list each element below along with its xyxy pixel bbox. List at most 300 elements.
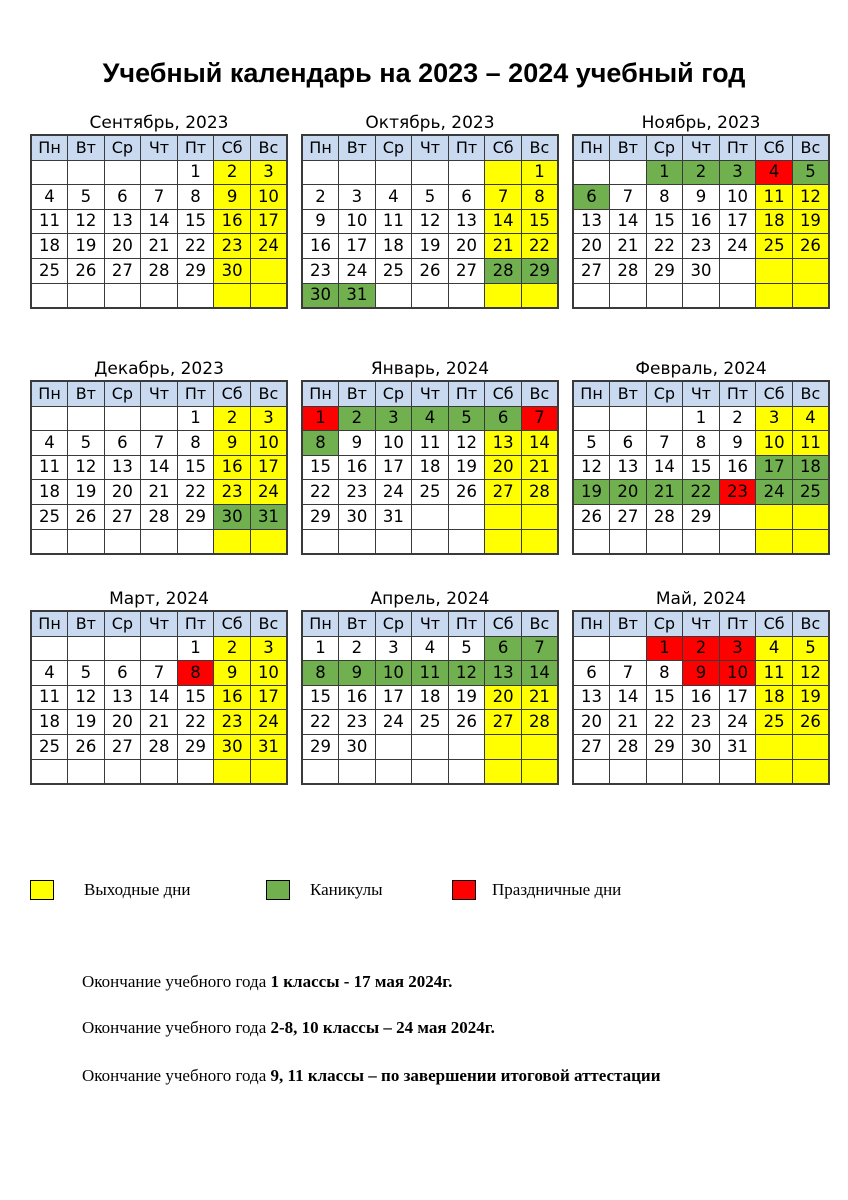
weekday-header: Вт xyxy=(339,135,376,160)
day-cell: 21 xyxy=(141,480,178,505)
empty-cell xyxy=(141,759,178,784)
empty-cell xyxy=(719,529,756,554)
empty-cell xyxy=(521,529,558,554)
day-cell: 9 xyxy=(214,431,251,456)
day-cell: 19 xyxy=(448,455,485,480)
day-cell: 9 xyxy=(302,209,339,234)
month-table xyxy=(301,380,559,555)
day-cell: 25 xyxy=(412,480,449,505)
day-cell: 8 xyxy=(521,185,558,210)
empty-cell xyxy=(412,283,449,308)
empty-cell xyxy=(104,636,141,661)
day-cell: 23 xyxy=(214,480,251,505)
day-cell: 26 xyxy=(68,734,105,759)
legend-label-weekend: Выходные дни xyxy=(84,880,191,899)
month-block xyxy=(30,588,288,785)
day-cell: 2 xyxy=(339,406,376,431)
empty-cell xyxy=(573,636,610,661)
empty-cell xyxy=(485,734,522,759)
day-cell: 19 xyxy=(68,480,105,505)
weekday-header: Сб xyxy=(485,611,522,636)
weekday-header: Вт xyxy=(610,611,647,636)
empty-cell xyxy=(177,759,214,784)
day-cell: 30 xyxy=(339,734,376,759)
day-cell: 27 xyxy=(104,734,141,759)
weekday-header: Пт xyxy=(719,611,756,636)
day-cell: 30 xyxy=(683,734,720,759)
day-cell: 31 xyxy=(250,504,287,529)
weekday-header: Чт xyxy=(141,381,178,406)
day-cell: 30 xyxy=(214,504,251,529)
empty-cell xyxy=(214,759,251,784)
legend-label-holiday: Праздничные дни xyxy=(492,880,622,899)
day-cell: 2 xyxy=(719,406,756,431)
day-cell: 28 xyxy=(646,504,683,529)
empty-cell xyxy=(141,283,178,308)
day-cell: 29 xyxy=(521,258,558,283)
empty-cell xyxy=(412,160,449,185)
empty-cell xyxy=(412,504,449,529)
day-cell: 22 xyxy=(302,710,339,735)
day-cell: 13 xyxy=(104,685,141,710)
weekday-header: Вт xyxy=(68,611,105,636)
weekday-header: Вт xyxy=(339,381,376,406)
weekday-header: Пт xyxy=(448,135,485,160)
day-cell: 29 xyxy=(177,734,214,759)
empty-cell xyxy=(573,759,610,784)
month-block xyxy=(572,588,830,785)
day-cell: 6 xyxy=(448,185,485,210)
day-cell: 10 xyxy=(375,431,412,456)
empty-cell xyxy=(448,734,485,759)
weekday-header: Вс xyxy=(250,135,287,160)
day-cell: 7 xyxy=(141,431,178,456)
empty-cell xyxy=(68,283,105,308)
day-cell: 3 xyxy=(250,160,287,185)
month-title: Январь, 2024 xyxy=(370,359,490,379)
day-cell: 25 xyxy=(792,480,829,505)
empty-cell xyxy=(792,258,829,283)
empty-cell xyxy=(31,759,68,784)
day-cell: 21 xyxy=(141,234,178,259)
empty-cell xyxy=(610,406,647,431)
day-cell: 7 xyxy=(141,185,178,210)
weekday-header: Ср xyxy=(104,611,141,636)
day-cell: 6 xyxy=(104,185,141,210)
empty-cell xyxy=(683,283,720,308)
empty-cell xyxy=(214,529,251,554)
weekday-header: Сб xyxy=(756,381,793,406)
empty-cell xyxy=(68,406,105,431)
month-title: Март, 2024 xyxy=(109,589,209,609)
day-cell: 21 xyxy=(610,234,647,259)
day-cell: 30 xyxy=(683,258,720,283)
empty-cell xyxy=(485,504,522,529)
day-cell: 8 xyxy=(683,431,720,456)
day-cell: 13 xyxy=(104,455,141,480)
day-cell: 23 xyxy=(339,710,376,735)
day-cell: 27 xyxy=(485,480,522,505)
weekday-header: Ср xyxy=(375,381,412,406)
day-cell: 4 xyxy=(31,185,68,210)
day-cell: 5 xyxy=(792,636,829,661)
weekday-header: Чт xyxy=(683,381,720,406)
empty-cell xyxy=(756,759,793,784)
day-cell: 23 xyxy=(302,258,339,283)
day-cell: 13 xyxy=(610,455,647,480)
weekday-header: Сб xyxy=(485,135,522,160)
day-cell: 21 xyxy=(521,455,558,480)
empty-cell xyxy=(177,283,214,308)
day-cell: 7 xyxy=(141,661,178,686)
day-cell: 3 xyxy=(719,160,756,185)
note-grade-1: Окончание учебного года 1 классы - 17 мая 2024г. xyxy=(82,972,453,991)
weekday-header: Вт xyxy=(339,611,376,636)
weekday-header: Сб xyxy=(214,611,251,636)
day-cell: 31 xyxy=(375,504,412,529)
day-cell: 5 xyxy=(448,636,485,661)
day-cell: 28 xyxy=(610,258,647,283)
day-cell: 11 xyxy=(31,455,68,480)
day-cell: 18 xyxy=(756,685,793,710)
day-cell: 30 xyxy=(214,258,251,283)
day-cell: 9 xyxy=(683,661,720,686)
empty-cell xyxy=(756,504,793,529)
weekday-header: Вт xyxy=(68,381,105,406)
day-cell: 22 xyxy=(302,480,339,505)
day-cell: 16 xyxy=(214,685,251,710)
empty-cell xyxy=(302,529,339,554)
day-cell: 24 xyxy=(719,710,756,735)
day-cell: 9 xyxy=(214,661,251,686)
vacation-swatch xyxy=(266,880,290,900)
day-cell: 12 xyxy=(448,431,485,456)
day-cell: 6 xyxy=(573,185,610,210)
month-table xyxy=(301,610,559,785)
month-title: Май, 2024 xyxy=(655,589,747,609)
month-block xyxy=(572,112,830,309)
empty-cell xyxy=(756,734,793,759)
day-cell: 11 xyxy=(31,685,68,710)
day-cell: 18 xyxy=(792,455,829,480)
empty-cell xyxy=(104,406,141,431)
weekday-header: Вс xyxy=(250,611,287,636)
day-cell: 7 xyxy=(610,185,647,210)
empty-cell xyxy=(646,759,683,784)
weekday-header: Пт xyxy=(177,381,214,406)
day-cell: 29 xyxy=(302,734,339,759)
weekday-header: Вс xyxy=(792,135,829,160)
day-cell: 12 xyxy=(68,455,105,480)
empty-cell xyxy=(375,160,412,185)
day-cell: 15 xyxy=(683,455,720,480)
day-cell: 12 xyxy=(448,661,485,686)
day-cell: 4 xyxy=(756,636,793,661)
day-cell: 16 xyxy=(302,234,339,259)
weekday-header: Пн xyxy=(31,381,68,406)
weekday-header: Ср xyxy=(375,135,412,160)
empty-cell xyxy=(610,529,647,554)
empty-cell xyxy=(792,529,829,554)
month-title: Апрель, 2024 xyxy=(370,589,490,609)
day-cell: 1 xyxy=(646,160,683,185)
day-cell: 20 xyxy=(485,685,522,710)
empty-cell xyxy=(104,759,141,784)
day-cell: 7 xyxy=(610,661,647,686)
day-cell: 25 xyxy=(375,258,412,283)
day-cell: 15 xyxy=(646,209,683,234)
weekday-header: Пн xyxy=(31,611,68,636)
day-cell: 22 xyxy=(521,234,558,259)
day-cell: 10 xyxy=(250,661,287,686)
weekday-header: Ср xyxy=(104,135,141,160)
day-cell: 4 xyxy=(756,160,793,185)
month-block xyxy=(301,588,559,785)
empty-cell xyxy=(573,283,610,308)
day-cell: 15 xyxy=(177,685,214,710)
empty-cell xyxy=(448,529,485,554)
day-cell: 8 xyxy=(302,661,339,686)
legend xyxy=(0,880,848,904)
empty-cell xyxy=(412,529,449,554)
empty-cell xyxy=(792,759,829,784)
day-cell: 27 xyxy=(104,504,141,529)
empty-cell xyxy=(448,504,485,529)
day-cell: 14 xyxy=(610,685,647,710)
note-grade-9-11: Окончание учебного года 9, 11 классы – по завершении итоговой аттестации xyxy=(82,1066,661,1085)
weekday-header: Сб xyxy=(756,611,793,636)
day-cell: 13 xyxy=(485,661,522,686)
day-cell: 25 xyxy=(756,234,793,259)
day-cell: 10 xyxy=(375,661,412,686)
empty-cell xyxy=(646,406,683,431)
day-cell: 18 xyxy=(31,710,68,735)
empty-cell xyxy=(104,160,141,185)
weekday-header: Ср xyxy=(646,135,683,160)
day-cell: 20 xyxy=(573,234,610,259)
day-cell: 7 xyxy=(521,406,558,431)
weekday-header: Пн xyxy=(302,611,339,636)
month-block xyxy=(301,112,559,309)
day-cell: 23 xyxy=(214,710,251,735)
day-cell: 6 xyxy=(573,661,610,686)
day-cell: 14 xyxy=(646,455,683,480)
day-cell: 28 xyxy=(485,258,522,283)
empty-cell xyxy=(302,160,339,185)
month-table xyxy=(30,610,288,785)
empty-cell xyxy=(68,529,105,554)
day-cell: 3 xyxy=(375,406,412,431)
day-cell: 16 xyxy=(683,685,720,710)
day-cell: 21 xyxy=(485,234,522,259)
day-cell: 25 xyxy=(31,504,68,529)
day-cell: 15 xyxy=(646,685,683,710)
day-cell: 19 xyxy=(792,685,829,710)
day-cell: 11 xyxy=(412,431,449,456)
day-cell: 29 xyxy=(302,504,339,529)
day-cell: 18 xyxy=(375,234,412,259)
day-cell: 19 xyxy=(412,234,449,259)
empty-cell xyxy=(683,759,720,784)
empty-cell xyxy=(485,759,522,784)
day-cell: 13 xyxy=(573,209,610,234)
empty-cell xyxy=(573,529,610,554)
empty-cell xyxy=(68,636,105,661)
month-table xyxy=(301,134,559,309)
empty-cell xyxy=(375,529,412,554)
empty-cell xyxy=(31,636,68,661)
day-cell: 11 xyxy=(756,185,793,210)
weekday-header: Пн xyxy=(302,135,339,160)
day-cell: 29 xyxy=(177,504,214,529)
empty-cell xyxy=(719,258,756,283)
day-cell: 16 xyxy=(719,455,756,480)
day-cell: 8 xyxy=(177,661,214,686)
day-cell: 17 xyxy=(250,685,287,710)
empty-cell xyxy=(104,283,141,308)
day-cell: 24 xyxy=(375,710,412,735)
weekday-header: Вс xyxy=(792,381,829,406)
day-cell: 1 xyxy=(521,160,558,185)
day-cell: 12 xyxy=(68,209,105,234)
empty-cell xyxy=(610,160,647,185)
day-cell: 15 xyxy=(521,209,558,234)
legend-item-holiday xyxy=(452,880,621,900)
empty-cell xyxy=(141,636,178,661)
weekday-header: Пн xyxy=(573,381,610,406)
weekday-header: Вс xyxy=(792,611,829,636)
day-cell: 26 xyxy=(792,234,829,259)
weekday-header: Чт xyxy=(141,135,178,160)
empty-cell xyxy=(141,160,178,185)
day-cell: 14 xyxy=(141,209,178,234)
day-cell: 3 xyxy=(339,185,376,210)
day-cell: 24 xyxy=(375,480,412,505)
empty-cell xyxy=(375,734,412,759)
day-cell: 20 xyxy=(485,455,522,480)
day-cell: 29 xyxy=(683,504,720,529)
day-cell: 5 xyxy=(68,431,105,456)
day-cell: 17 xyxy=(339,234,376,259)
day-cell: 10 xyxy=(250,431,287,456)
empty-cell xyxy=(521,734,558,759)
weekday-header: Вс xyxy=(521,381,558,406)
day-cell: 9 xyxy=(339,661,376,686)
day-cell: 27 xyxy=(485,710,522,735)
weekday-header: Чт xyxy=(683,611,720,636)
weekday-header: Ср xyxy=(646,611,683,636)
weekday-header: Чт xyxy=(412,381,449,406)
day-cell: 23 xyxy=(683,234,720,259)
empty-cell xyxy=(573,160,610,185)
weekday-header: Вс xyxy=(521,135,558,160)
day-cell: 20 xyxy=(104,480,141,505)
month-table xyxy=(572,380,830,555)
day-cell: 18 xyxy=(31,480,68,505)
empty-cell xyxy=(412,759,449,784)
day-cell: 9 xyxy=(339,431,376,456)
day-cell: 2 xyxy=(683,160,720,185)
empty-cell xyxy=(448,283,485,308)
day-cell: 28 xyxy=(141,258,178,283)
day-cell: 22 xyxy=(177,480,214,505)
empty-cell xyxy=(104,529,141,554)
weekday-header: Вс xyxy=(521,611,558,636)
day-cell: 22 xyxy=(646,710,683,735)
weekday-header: Пт xyxy=(177,135,214,160)
day-cell: 3 xyxy=(250,406,287,431)
day-cell: 9 xyxy=(214,185,251,210)
day-cell: 18 xyxy=(756,209,793,234)
weekday-header: Ср xyxy=(104,381,141,406)
day-cell: 1 xyxy=(683,406,720,431)
month-block xyxy=(30,112,288,309)
day-cell: 4 xyxy=(792,406,829,431)
empty-cell xyxy=(302,759,339,784)
day-cell: 15 xyxy=(302,685,339,710)
day-cell: 9 xyxy=(719,431,756,456)
empty-cell xyxy=(31,406,68,431)
day-cell: 31 xyxy=(719,734,756,759)
day-cell: 29 xyxy=(646,258,683,283)
day-cell: 11 xyxy=(412,661,449,686)
weekday-header: Пт xyxy=(177,611,214,636)
day-cell: 16 xyxy=(339,685,376,710)
empty-cell xyxy=(573,406,610,431)
weekday-header: Пт xyxy=(719,381,756,406)
day-cell: 26 xyxy=(792,710,829,735)
day-cell: 10 xyxy=(719,185,756,210)
weekday-header: Пт xyxy=(719,135,756,160)
weekday-header: Чт xyxy=(412,611,449,636)
day-cell: 29 xyxy=(177,258,214,283)
day-cell: 20 xyxy=(104,234,141,259)
weekday-header: Пт xyxy=(448,611,485,636)
day-cell: 3 xyxy=(719,636,756,661)
day-cell: 17 xyxy=(375,685,412,710)
day-cell: 24 xyxy=(250,480,287,505)
empty-cell xyxy=(719,283,756,308)
day-cell: 26 xyxy=(573,504,610,529)
empty-cell xyxy=(31,529,68,554)
day-cell: 12 xyxy=(68,685,105,710)
day-cell: 15 xyxy=(302,455,339,480)
day-cell: 17 xyxy=(756,455,793,480)
legend-item-weekend xyxy=(30,880,190,900)
day-cell: 10 xyxy=(250,185,287,210)
day-cell: 27 xyxy=(573,258,610,283)
day-cell: 30 xyxy=(214,734,251,759)
weekday-header: Вт xyxy=(610,135,647,160)
empty-cell xyxy=(792,734,829,759)
empty-cell xyxy=(250,258,287,283)
day-cell: 10 xyxy=(756,431,793,456)
day-cell: 25 xyxy=(31,258,68,283)
day-cell: 16 xyxy=(683,209,720,234)
empty-cell xyxy=(683,529,720,554)
day-cell: 17 xyxy=(250,209,287,234)
day-cell: 11 xyxy=(375,209,412,234)
day-cell: 24 xyxy=(250,234,287,259)
empty-cell xyxy=(646,529,683,554)
day-cell: 8 xyxy=(177,431,214,456)
day-cell: 18 xyxy=(412,685,449,710)
day-cell: 11 xyxy=(792,431,829,456)
day-cell: 17 xyxy=(719,209,756,234)
empty-cell xyxy=(756,529,793,554)
page-title: Учебный календарь на 2023 – 2024 учебный год xyxy=(102,58,746,88)
day-cell: 28 xyxy=(521,480,558,505)
